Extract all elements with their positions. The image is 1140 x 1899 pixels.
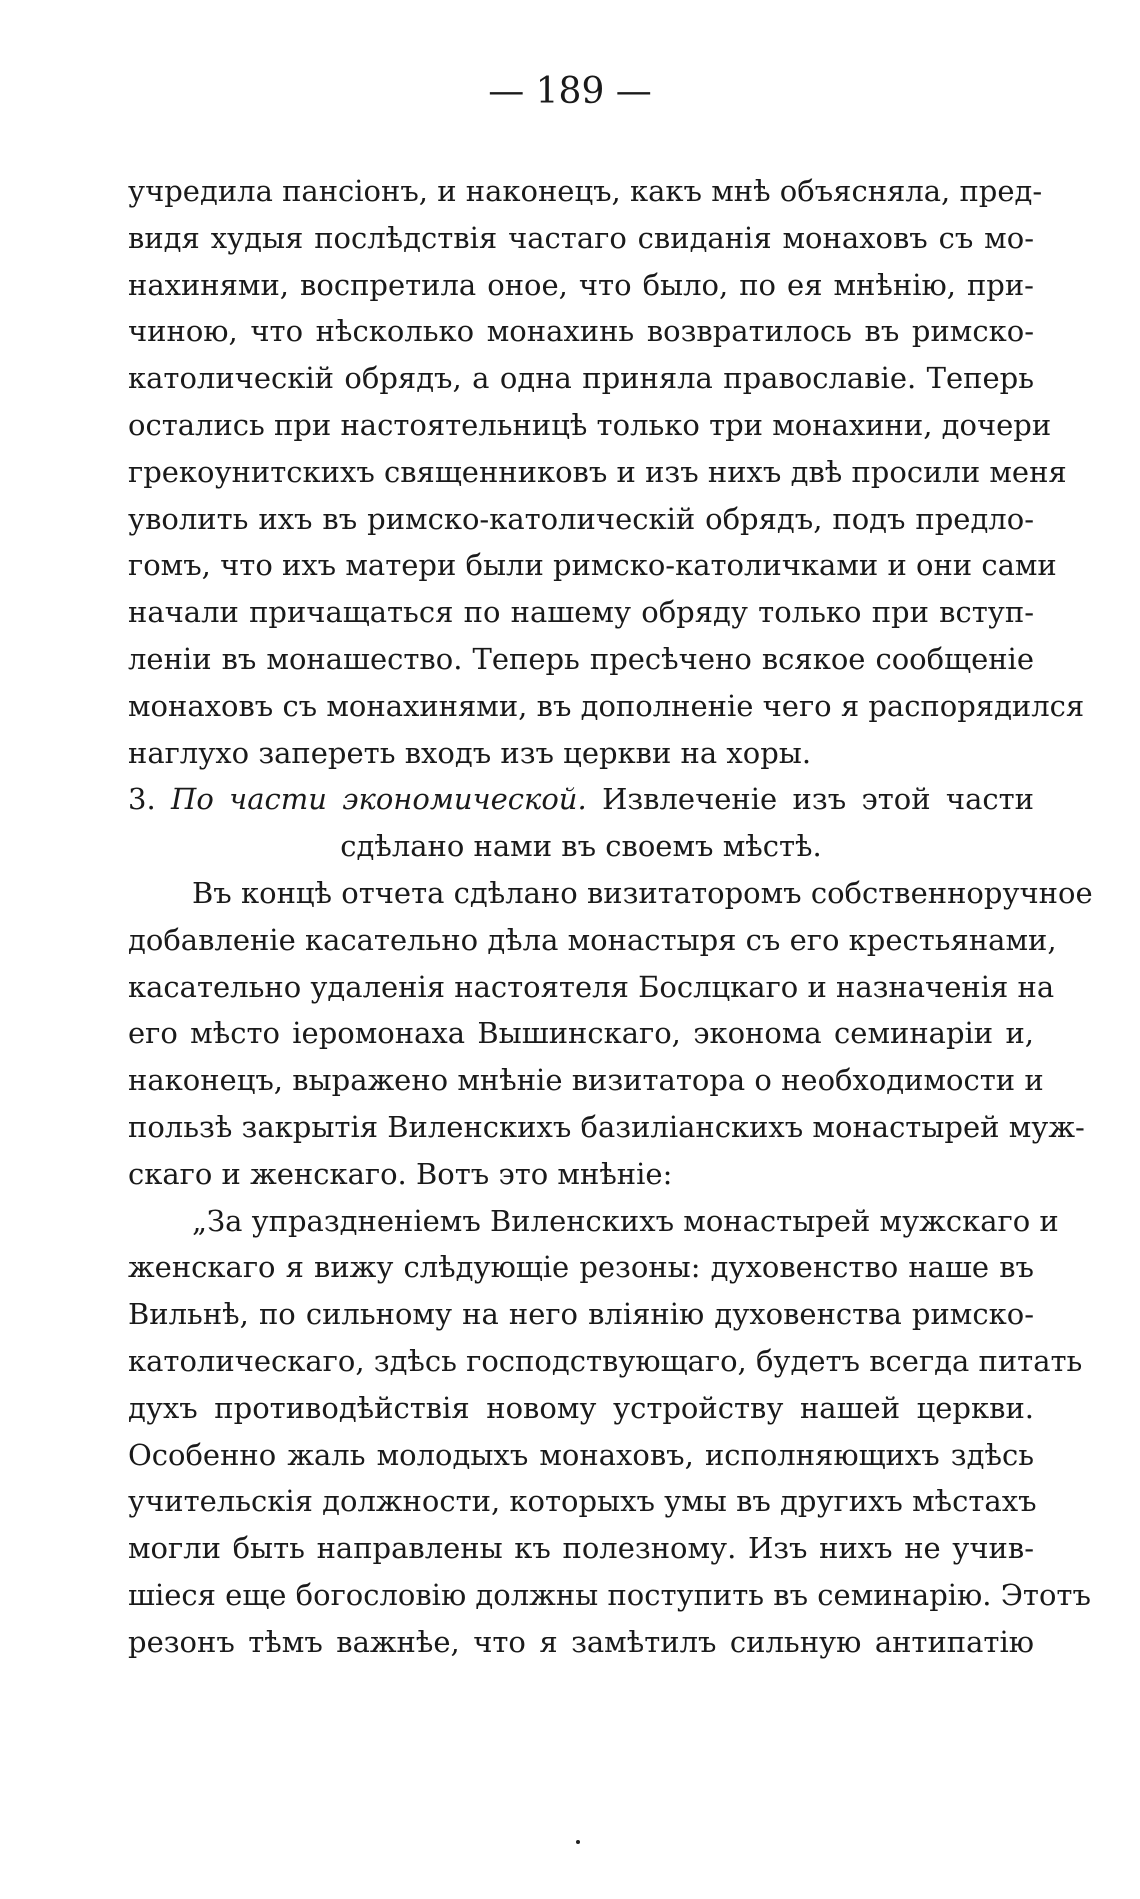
text-line: добавленіе касательно дѣла монастыря съ его крестьянами,: [128, 922, 1057, 957]
text-line: скаго и женскаго. Вотъ это мнѣніе:: [128, 1156, 673, 1191]
text-line: начали причащаться по нашему обряду только при вступ-: [128, 595, 1034, 630]
text-line: учительскія должности, которыхъ умы въ другихъ мѣстахъ: [128, 1484, 1037, 1519]
text-line: грекоунитскихъ священниковъ и изъ нихъ двѣ просили меня: [128, 454, 1067, 489]
text-line: католическій обрядъ, а одна приняла православіе. Теперь: [128, 361, 1034, 396]
section-title: По части экономической.: [171, 782, 587, 817]
text-line: учредила пансіонъ, и наконецъ, какъ мнѣ объясняла, пред-: [128, 174, 1043, 208]
text-line: видя худыя послѣдствія частаго свиданія монаховъ съ мо-: [128, 220, 1034, 255]
page-body: [128, 168, 1093, 1666]
paragraph-first-line: Въ концѣ отчета сдѣлано визитаторомъ собственноручное: [192, 875, 1093, 910]
text-line: гомъ, что ихъ матери были римско-католичками и они сами: [128, 548, 1057, 583]
text-line: чиною, что нѣсколько монахинь возвратилось въ римско-: [128, 314, 1034, 349]
text-line: его мѣсто іеромонаха Вышинскаго, эконома семинаріи и,: [128, 1016, 1034, 1051]
text-line: Особенно жаль молодыхъ монаховъ, исполняющихъ здѣсь: [128, 1437, 1034, 1472]
text-line: духъ противодѣйствія новому устройству нашей церкви.: [128, 1390, 1034, 1425]
section-heading-line2: сдѣлано нами въ своемъ мѣстѣ.: [340, 829, 822, 864]
text-line: шіеся еще богословію должны поступить въ семинарію. Этотъ: [128, 1577, 1091, 1612]
section-heading: [128, 776, 1034, 823]
text-line: женскаго я вижу слѣдующіе резоны: духовенство наше въ: [128, 1250, 1034, 1285]
section-heading-rest: Извлеченіе изъ этой части: [602, 782, 1035, 817]
paragraph-first-line: „За упраздненіемъ Виленскихъ монастырей мужскаго и: [192, 1203, 1059, 1238]
text-line: леніи въ монашество. Теперь пресѣчено всякое сообщеніе: [128, 641, 1034, 676]
text-line: наглухо запереть входъ изъ церкви на хоры.: [128, 735, 812, 770]
section-number: 3.: [128, 782, 156, 817]
text-line: наконецъ, выражено мнѣніе визитатора о необходимости и: [128, 1063, 1044, 1098]
text-line: касательно удаленія настоятеля Бослцкаго и назначенія на: [128, 969, 1055, 1004]
text-line: остались при настоятельницѣ только три монахини, дочери: [128, 407, 1052, 442]
text-line: резонъ тѣмъ важнѣе, что я замѣтилъ сильную антипатію: [128, 1624, 1034, 1659]
text-line: уволить ихъ въ римско-католическій обрядъ, подъ предло-: [128, 501, 1034, 536]
text-line: нахинями, воспретила оное, что было, по ея мнѣнію, при-: [128, 267, 1034, 302]
text-line: могли быть направлены къ полезному. Изъ нихъ не учив-: [128, 1531, 1034, 1566]
text-line: католическаго, здѣсь господствующаго, будетъ всегда питать: [128, 1343, 1083, 1378]
page-number: — 189 —: [488, 71, 652, 112]
ink-speck: [576, 1840, 580, 1844]
text-line: монаховъ съ монахинями, въ дополненіе чего я распорядился: [128, 688, 1085, 723]
text-line: пользѣ закрытія Виленскихъ базиліанскихъ монастырей муж-: [128, 1109, 1085, 1144]
text-line: Вильнѣ, по сильному на него вліянію духовенства римско-: [128, 1297, 1034, 1332]
